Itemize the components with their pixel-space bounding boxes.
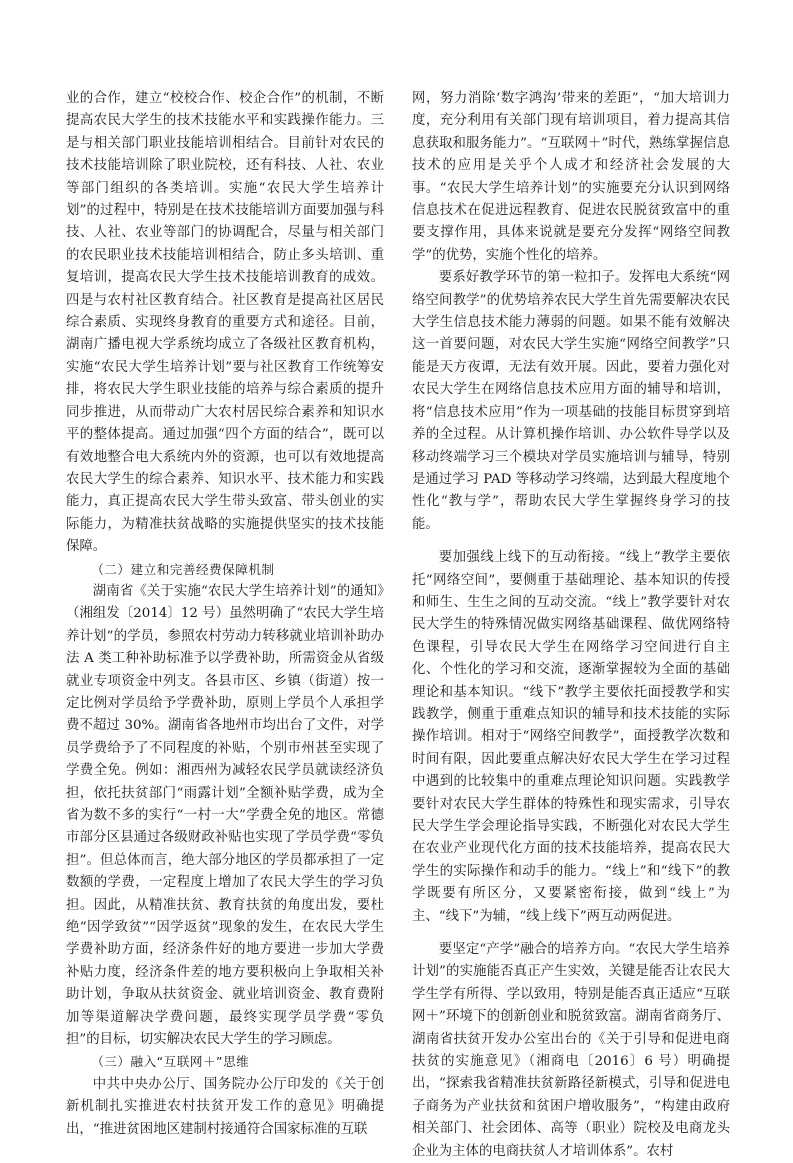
paragraph-continuation: 业的合作，建立“校校合作、校企合作”的机制，不断提高农民大学生的技术技能水平和实践操作能力。三是与相关部门职业技能培训相结合。目前针对农民的技术技能培训除了职业院校，还有科技、人社、农业等部门组织的各类培训。实施“农民大学生培养计划”的过程中，特别是在技术技能培训方面要加强与科技、人社、农业等部门的协调配合，尽量与相关部门的农民职业技术技能培训相结合，防止多头培训、重复培训，提高农民大学生技术技能培训教育的成效。四是与农村社区教育结合。社区教育是提高社区居民综合素质、实现终身教育的重要方式和途径。目前，湖南广播电视大学系统均成立了各级社区教育机构，实施“农民大学生培养计划”要与社区教育工作统筹安排，将农民大学生职业技能的培养与综合素质的提升同步推进，从而带动广大农村居民综合素养和知识水平的整体提高。通过加强“四个方面的结合”，既可以有效地整合电大系统内外的资源，也可以有效地提高农民大学生的综合素养、知识水平、技术能力和实践能力，真正提高农民大学生带头致富、带头创业的实际能力，为精准扶贫战略的实施提供坚实的技术技能保障。 <box>66 91 384 555</box>
paragraph-industry-education: 要坚定“产学”融合的培养方向。“农民大学生培养计划”的实施能否真正产生实效，关键是能否让农民大学生学有所得、学以致用，特别是能否真正适应“互联网＋”环境下的创新创业和脱贫致富。湖南省商务厅、湖南省扶贫开发办公室出台的《关于引导和促进电商扶贫的实施意见》（湘商电〔2016〕6 号）明确提出，“探索我省精准扶贫新路径新模式，引导和促进电子商务为产业扶贫和贫困户增收服务”，“构建由政府相关部门、社会团体、高等（职业）院校及电商龙头企业为主体的电商扶贫人才培训体系”。农村 <box>412 942 730 1159</box>
paragraph-funding: 湖南省《关于实施“农民大学生培养计划”的通知》（湘组发〔2014〕12 号）虽然明确了“农民大学生培养计划”的学员，参照农村劳动力转移就业培训补助办法 A 类工种补助标准予以学费补助，所需资金从省级就业专项资金中列支。各县市区、乡镇（街道）按一定比例对学员给予学费补助，原则上学员个人承担学费不超过 30%。湖南省各地州市均出台了文件，对学员学费给予了不同程度的补贴，个别市州甚至实现了学费全免。例如：湘西州为减轻农民学员就读经济负担，依托扶贫部门“雨露计划”全额补贴学费，成为全省为数不多的实行“一村一大”学费全免的地区。常德市部分区县通过各级财政补贴也实现了学员学费“零负担”。但总体而言，绝大部分地区的学员都承担了一定数额的学费，一定程度上增加了农民大学生的学习负担。因此，从精准扶贫、教育扶贫的角度出发，要杜绝“因学致贫”“因学返贫”现象的发生，在农民大学生学费补助方面，经济条件好的地方要进一步加大学费补贴力度，经济条件差的地方要积极向上争取相关补助计划，争取从扶贫资金、就业培训资金、教育费附加等渠道解决学费问题，最终实现学员学费“零负担”的目标，切实解决农民大学生的学习顾虑。 <box>66 583 384 1048</box>
paragraph-first-button: 要系好教学环节的第一粒扣子。发挥电大系统“网络空间教学”的优势培养农民大学生首先需要解决农民大学生信息技术能力薄弱的问题。如果不能有效解决这一首要问题，对农民大学生实施“网络空间教学”只能是天方夜谭，无法有效开展。因此，要着力强化对农民大学生在网络信息技术应用方面的辅导和培训，将“信息技术应用”作为一项基础的技能目标贯穿到培养的全过程。从计算机操作培训、办公软件导学以及移动终端学习三个模块对学员实施培训与辅导，特别是通过学习 PAD 等移动学习终端，达到最大程度地个性化“教与学”，帮助农民大学生掌握终身学习的技能。 <box>412 270 730 532</box>
section-heading-funding: （二）建立和完善经费保障机制 <box>91 561 275 577</box>
left-column <box>66 88 384 1141</box>
paragraph-internet-plus: 中共中央办公厅、国务院办公厅印发的《关于创新机制扎实推进农村扶贫开发工作的意见》明确提出，“推进贫困地区建制村接通符合国家标准的互联 <box>66 1076 384 1137</box>
right-column <box>412 88 730 1163</box>
paragraph-continuation-right: 网，努力消除‘数字鸿沟’带来的差距”，“加大培训力度，充分利用有关部门现有培训项目，着力提高其信息获取和服务能力”。“互联网＋”时代，熟练掌握信息技术的应用是关乎个人成才和经济社会发展的大事。“农民大学生培养计划”的实施要充分认识到网络信息技术在促进远程教育、促进农民脱贫致富中的重要支撑作用，具体来说就是要充分发挥“网络空间教学”的优势，实施个性化的培养。 <box>412 91 730 263</box>
section-heading-internet-plus: （三）融入“互联网＋”思维 <box>91 1054 250 1070</box>
paragraph-online-offline: 要加强线上线下的互动衔接。“线上”教学主要依托“网络空间”，要侧重于基础理论、基本知识的传授和师生、生生之间的互动交流。“线上”教学要针对农民大学生的特殊情况做实网络基础课程、做优网络特色课程，引导农民大学生在网络学习空间进行自主化、个性化的学习和交流，逐渐掌握较为全面的基础理论和基本知识。“线下”教学主要依托面授教学和实践教学，侧重于重难点知识的辅导和技术技能的实际操作培训。相对于“网络空间教学”，面授教学次数和时间有限，因此要重点解决好农民大学生在学习过程中遇到的比较集中的重难点理论知识问题。实践教学要针对农民大学生群体的特殊性和现实需求，引导农民大学生学会理论指导实践，不断强化对农民大学生在农业产业现代化方面的技术技能培养，提高农民大学生的实际操作和动手的能力。“线上”和“线下”的教学既要有所区分，又要紧密衔接，做到“线上”为主、“线下”为辅，“线上线下”两互动两促进。 <box>412 550 730 924</box>
